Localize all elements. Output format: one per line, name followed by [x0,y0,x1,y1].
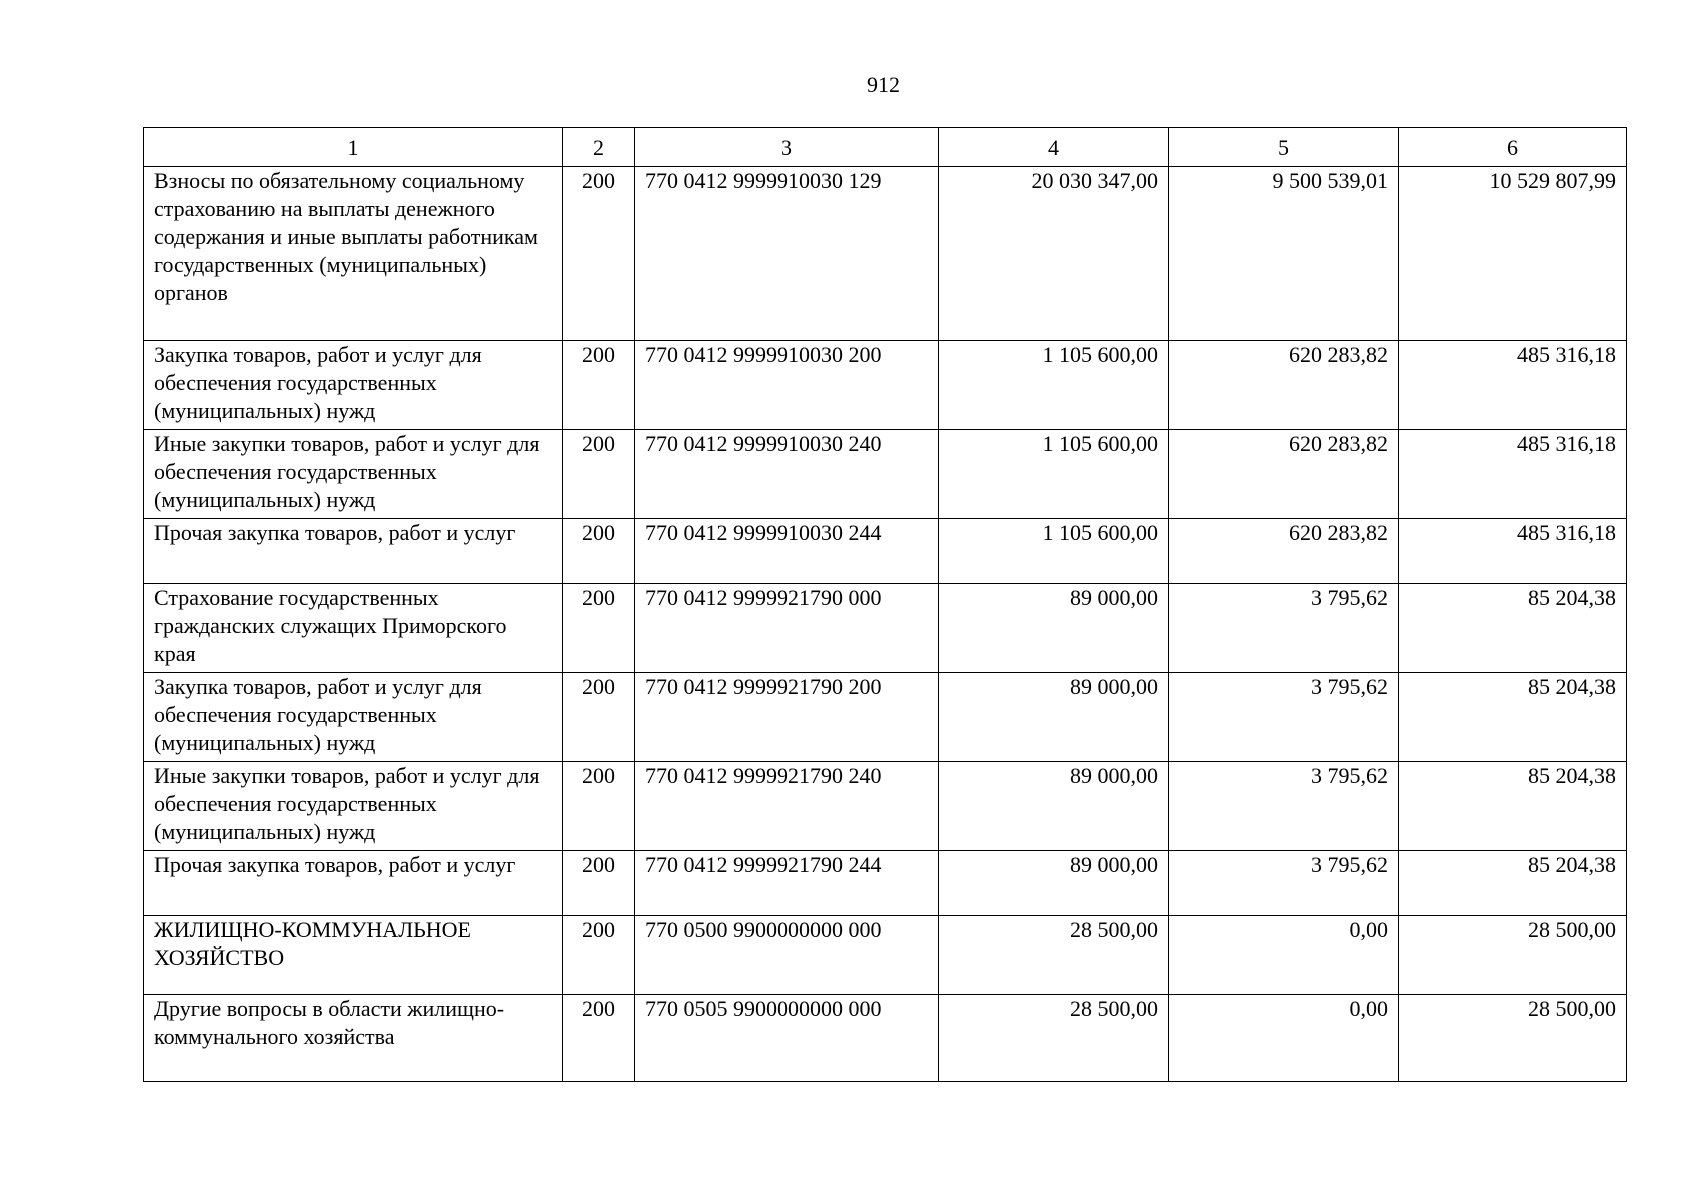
table-row [144,430,1627,519]
row-budget-classification-code: 770 0412 9999921790 244 [635,851,939,916]
row-unexecuted-amount: 485 316,18 [1399,519,1627,584]
table-body [144,167,1627,1082]
row-executed-amount: 0,00 [1169,995,1399,1082]
row-unexecuted-amount: 28 500,00 [1399,995,1627,1082]
row-name: Закупка товаров, работ и услуг для обеспечения государственных (муниципальных) нужд [144,673,563,762]
table-row [144,673,1627,762]
row-budget-classification-code: 770 0412 9999910030 200 [635,341,939,430]
row-name: Закупка товаров, работ и услуг для обеспечения государственных (муниципальных) нужд [144,341,563,430]
row-executed-amount: 620 283,82 [1169,430,1399,519]
row-unexecuted-amount: 85 204,38 [1399,673,1627,762]
row-budget-classification-code: 770 0412 9999910030 240 [635,430,939,519]
header-row [144,128,1627,167]
row-name: Взносы по обязательному социальному страхованию на выплаты денежного содержания и иные выплаты работникам государственных (муниципальных) органов [144,167,563,341]
row-code: 200 [563,341,635,430]
row-name: Прочая закупка товаров, работ и услуг [144,519,563,584]
column-header-6: 6 [1399,128,1627,167]
row-executed-amount: 620 283,82 [1169,519,1399,584]
row-approved-amount: 1 105 600,00 [939,341,1169,430]
row-executed-amount: 3 795,62 [1169,673,1399,762]
row-name: Иные закупки товаров, работ и услуг для обеспечения государственных (муниципальных) нужд [144,430,563,519]
table-row [144,584,1627,673]
row-approved-amount: 1 105 600,00 [939,430,1169,519]
row-name: Иные закупки товаров, работ и услуг для обеспечения государственных (муниципальных) нужд [144,762,563,851]
row-code: 200 [563,916,635,995]
column-header-2: 2 [563,128,635,167]
row-unexecuted-amount: 28 500,00 [1399,916,1627,995]
row-budget-classification-code: 770 0412 9999921790 000 [635,584,939,673]
row-approved-amount: 20 030 347,00 [939,167,1169,341]
row-code: 200 [563,584,635,673]
row-executed-amount: 9 500 539,01 [1169,167,1399,341]
row-code: 200 [563,673,635,762]
table-row [144,851,1627,916]
row-budget-classification-code: 770 0412 9999910030 129 [635,167,939,341]
row-code: 200 [563,995,635,1082]
table-row [144,916,1627,995]
row-approved-amount: 28 500,00 [939,916,1169,995]
table-row [144,167,1627,341]
row-unexecuted-amount: 485 316,18 [1399,430,1627,519]
table-row [144,519,1627,584]
row-unexecuted-amount: 85 204,38 [1399,851,1627,916]
row-name: Прочая закупка товаров, работ и услуг [144,851,563,916]
row-code: 200 [563,762,635,851]
budget-execution-table [143,127,1627,1082]
row-unexecuted-amount: 85 204,38 [1399,762,1627,851]
row-executed-amount: 0,00 [1169,916,1399,995]
row-code: 200 [563,430,635,519]
row-unexecuted-amount: 485 316,18 [1399,341,1627,430]
row-code: 200 [563,851,635,916]
page-number: 912 [867,72,900,97]
table-row [144,762,1627,851]
row-budget-classification-code: 770 0412 9999910030 244 [635,519,939,584]
table-row [144,995,1627,1082]
row-budget-classification-code: 770 0412 9999921790 240 [635,762,939,851]
row-unexecuted-amount: 85 204,38 [1399,584,1627,673]
row-approved-amount: 89 000,00 [939,762,1169,851]
column-header-3: 3 [635,128,939,167]
column-header-5: 5 [1169,128,1399,167]
row-budget-classification-code: 770 0505 9900000000 000 [635,995,939,1082]
row-code: 200 [563,519,635,584]
column-header-4: 4 [939,128,1169,167]
table-row [144,341,1627,430]
row-executed-amount: 3 795,62 [1169,762,1399,851]
row-approved-amount: 89 000,00 [939,851,1169,916]
row-unexecuted-amount: 10 529 807,99 [1399,167,1627,341]
row-name: Страхование государственных гражданских служащих Приморского края [144,584,563,673]
row-code: 200 [563,167,635,341]
row-approved-amount: 89 000,00 [939,673,1169,762]
row-name: ЖИЛИЩНО-КОММУНАЛЬНОЕ ХОЗЯЙСТВО [144,916,563,995]
row-budget-classification-code: 770 0500 9900000000 000 [635,916,939,995]
row-approved-amount: 89 000,00 [939,584,1169,673]
row-budget-classification-code: 770 0412 9999921790 200 [635,673,939,762]
row-approved-amount: 28 500,00 [939,995,1169,1082]
row-executed-amount: 3 795,62 [1169,851,1399,916]
row-approved-amount: 1 105 600,00 [939,519,1169,584]
row-executed-amount: 620 283,82 [1169,341,1399,430]
table-header [144,128,1627,167]
row-name: Другие вопросы в области жилищно-коммунального хозяйства [144,995,563,1082]
row-executed-amount: 3 795,62 [1169,584,1399,673]
column-header-1: 1 [144,128,563,167]
